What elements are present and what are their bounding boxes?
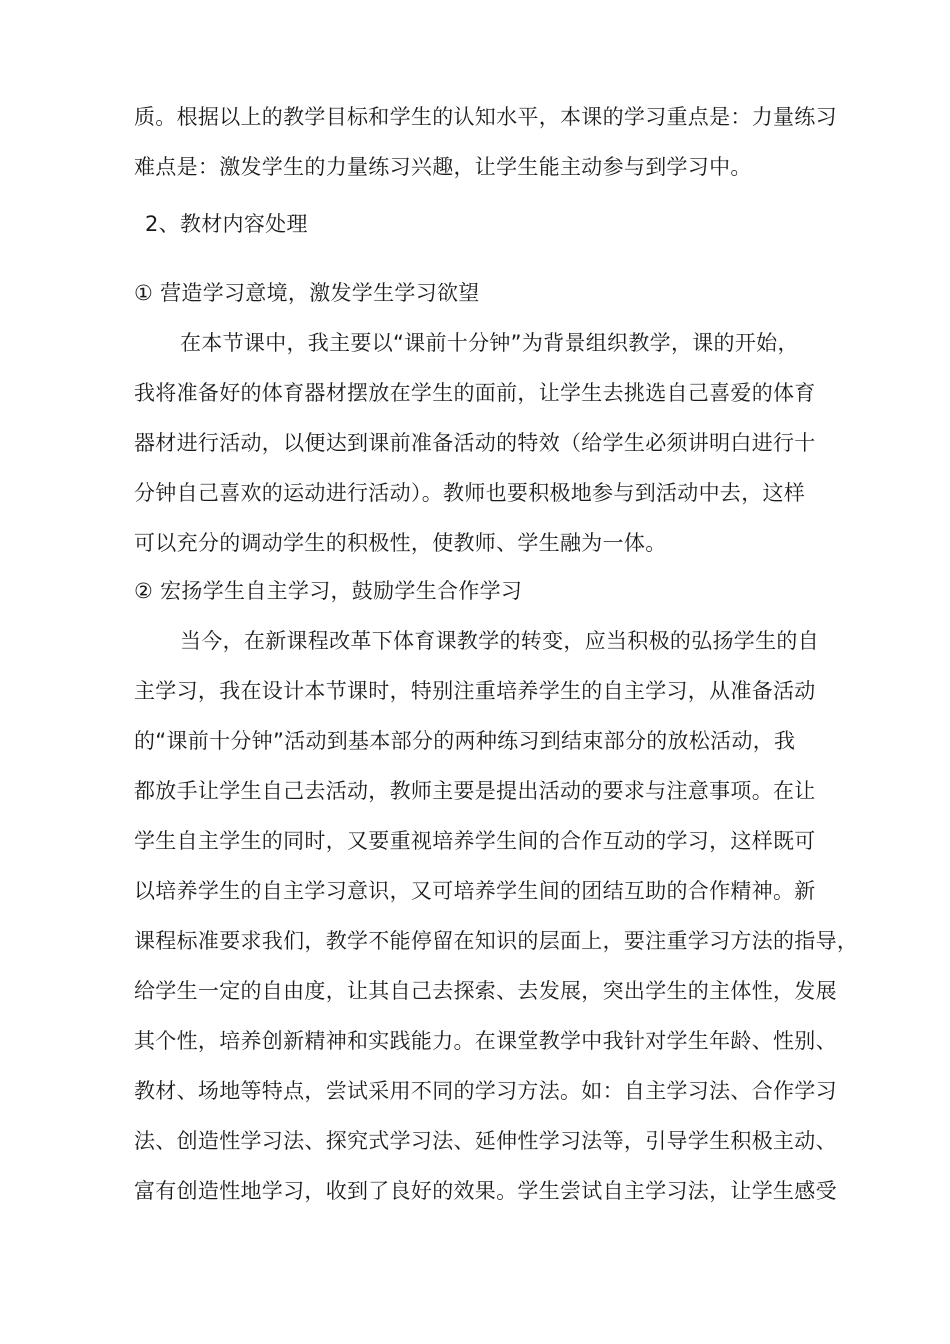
- paragraph-1-line-2: 我将准备好的体育器材摆放在学生的面前，让学生去挑选自己喜爱的体育: [134, 381, 816, 405]
- paragraph-1-line-3: 器材进行活动，以便达到课前准备活动的特效（给学生必须讲明白进行十: [134, 431, 816, 455]
- section-heading: 2、教材内容处理: [145, 212, 308, 236]
- paragraph-2-line-4: 都放手让学生自己去活动，教师主要是提出活动的要求与注意事项。在让: [134, 779, 816, 803]
- subsection-heading-2: ② 宏扬学生自主学习，鼓励学生合作学习: [134, 579, 523, 603]
- paragraph-2-line-9: 其个性，培养创新精神和实践能力。在课堂教学中我针对学生年龄、性别、: [134, 1029, 837, 1053]
- paragraph-2-line-7: 课程标准要求我们，教学不能停留在知识的层面上，要注重学习方法的指导，: [134, 929, 859, 953]
- paragraph-2-line-10: 教材、场地等特点，尝试采用不同的学习方法。如：自主学习法、合作学习: [134, 1079, 837, 1103]
- paragraph-2-line-6: 以培养学生的自主学习意识，又可培养学生间的团结互助的合作精神。新: [134, 879, 816, 903]
- paragraph-2-line-3: 的“课前十分钟”活动到基本部分的两种练习到结束部分的放松活动，我: [134, 729, 796, 753]
- paragraph-2-line-8: 给学生一定的自由度，让其自己去探索、去发展，突出学生的主体性，发展: [134, 979, 837, 1003]
- paragraph-2-line-1: 当今，在新课程改革下体育课教学的转变，应当积极的弘扬学生的自: [180, 629, 819, 653]
- text-line-2: 难点是：激发学生的力量练习兴趣，让学生能主动参与到学习中。: [134, 155, 752, 179]
- text-line-1: 质。根据以上的教学目标和学生的认知水平，本课的学习重点是：力量练习: [134, 105, 837, 129]
- paragraph-1-line-5: 可以充分的调动学生的积极性，使教师、学生融为一体。: [134, 531, 667, 555]
- paragraph-2-line-11: 法、创造性学习法、探究式学习法、延伸性学习法等，引导学生积极主动、: [134, 1129, 837, 1153]
- paragraph-2-line-12: 富有创造性地学习，收到了良好的效果。学生尝试自主学习法，让学生感受: [134, 1179, 837, 1203]
- paragraph-2-line-5: 学生自主学生的同时，又要重视培养学生间的合作互动的学习，这样既可: [134, 829, 816, 853]
- paragraph-1-line-1: 在本节课中，我主要以“课前十分钟”为背景组织教学，课的开始，: [180, 331, 799, 355]
- subsection-heading-1: ① 营造学习意境，激发学生学习欲望: [134, 281, 480, 305]
- paragraph-2-line-2: 主学习，我在设计本节课时，特别注重培养学生的自主学习，从准备活动: [134, 679, 816, 703]
- paragraph-1-line-4: 分钟自己喜欢的运动进行活动）。教师也要积极地参与到活动中去，这样: [134, 481, 806, 505]
